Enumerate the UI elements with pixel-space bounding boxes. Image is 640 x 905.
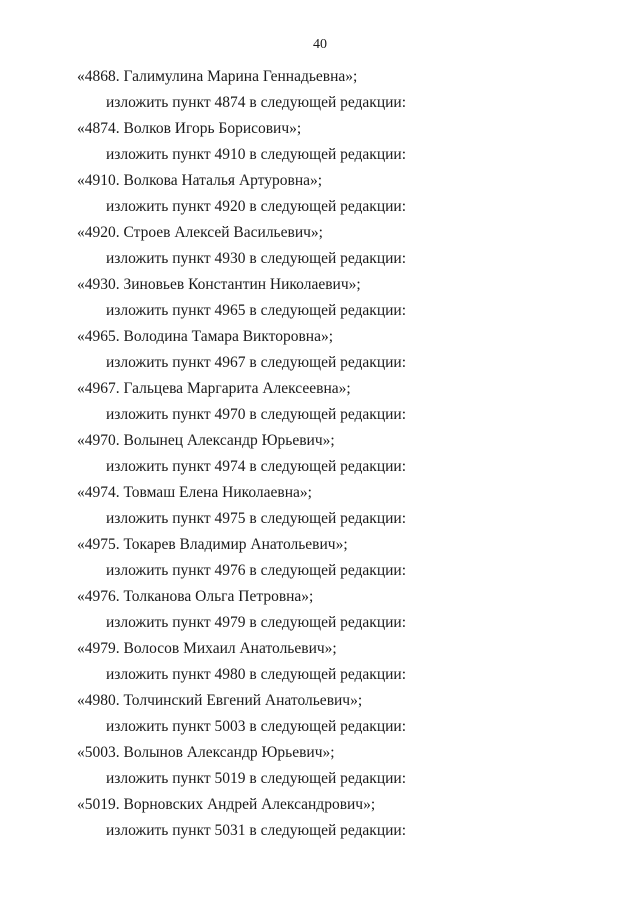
instruction-line: изложить пункт 4976 в следующей редакции: [106, 562, 407, 579]
entry-line: «4874. Волков Игорь Борисович»; [77, 120, 302, 137]
entry-line: «5003. Волынов Александр Юрьевич»; [77, 744, 335, 761]
instruction-line: изложить пункт 4930 в следующей редакции: [106, 250, 407, 267]
entry-line: «4970. Волынец Александр Юрьевич»; [77, 432, 335, 449]
entry-line: «4979. Волосов Михаил Анатольевич»; [77, 640, 337, 657]
entry-line: «4976. Толканова Ольга Петровна»; [77, 588, 314, 605]
entry-line: «4975. Токарев Владимир Анатольевич»; [77, 536, 348, 553]
instruction-line: изложить пункт 5003 в следующей редакции: [106, 718, 407, 735]
instruction-line: изложить пункт 4975 в следующей редакции: [106, 510, 407, 527]
instruction-line: изложить пункт 4920 в следующей редакции: [106, 198, 407, 215]
entry-line: «4965. Володина Тамара Викторовна»; [77, 328, 334, 345]
entry-line: «5019. Ворновских Андрей Александрович»; [77, 796, 376, 813]
entry-line: «4967. Гальцева Маргарита Алексеевна»; [77, 380, 351, 397]
entry-line: «4868. Галимулина Марина Геннадьевна»; [77, 68, 358, 85]
instruction-line: изложить пункт 4974 в следующей редакции: [106, 458, 407, 475]
instruction-line: изложить пункт 4967 в следующей редакции: [106, 354, 407, 371]
instruction-line: изложить пункт 4874 в следующей редакции: [106, 94, 407, 111]
entry-line: «4974. Товмаш Елена Николаевна»; [77, 484, 312, 501]
entry-line: «4980. Толчинский Евгений Анатольевич»; [77, 692, 363, 709]
entry-line: «4930. Зиновьев Константин Николаевич»; [77, 276, 361, 293]
instruction-line: изложить пункт 4965 в следующей редакции: [106, 302, 407, 319]
instruction-line: изложить пункт 5031 в следующей редакции: [106, 822, 407, 839]
document-body [0, 67, 640, 847]
instruction-line: изложить пункт 4979 в следующей редакции: [106, 614, 407, 631]
entry-line: «4920. Строев Алексей Васильевич»; [77, 224, 323, 241]
page-number: 40 [313, 37, 327, 52]
instruction-line: изложить пункт 5019 в следующей редакции: [106, 770, 407, 787]
instruction-line: изложить пункт 4970 в следующей редакции: [106, 406, 407, 423]
instruction-line: изложить пункт 4980 в следующей редакции: [106, 666, 407, 683]
instruction-line: изложить пункт 4910 в следующей редакции: [106, 146, 407, 163]
entry-line: «4910. Волкова Наталья Артуровна»; [77, 172, 323, 189]
